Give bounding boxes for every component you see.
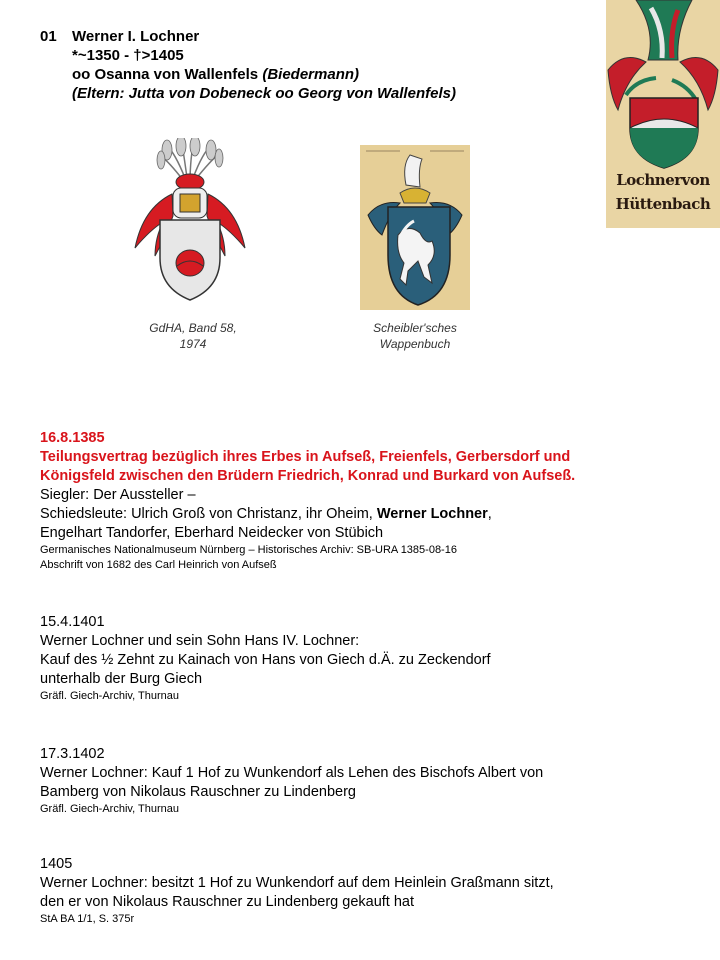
- spouse-line: [72, 65, 552, 84]
- inscription-line2: Hüttenbach: [615, 195, 711, 213]
- coat-of-arms-image-gdha: [125, 138, 255, 308]
- record-line: [40, 505, 700, 524]
- caption-gdha-line2: 1974: [179, 337, 207, 351]
- record-source: StA BA 1/1, S. 375r: [40, 913, 135, 925]
- record-title-line1: Teilungsvertrag bezüglich ihres Erbes in Aufseß, Freienfels, Gerbersdorf und: [40, 449, 571, 465]
- caption-gdha-line1: GdHA, Band 58,: [149, 321, 237, 335]
- record-line: Werner Lochner: Kauf 1 Hof zu Wunkendorf als Lehen des Bischofs Albert von: [40, 765, 544, 781]
- inscription-line1: Lochnervon: [616, 171, 710, 189]
- record-line: Werner Lochner: besitzt 1 Hof zu Wunkendorf auf dem Heinlein Graßmann sitzt,: [40, 875, 554, 891]
- record-source: Germanisches Nationalmuseum Nürnberg – Historisches Archiv: SB-URA 1385-08-16: [40, 544, 457, 556]
- person-dates: *~1350 - †>1405: [72, 47, 184, 64]
- entry-number: 01: [40, 28, 57, 45]
- record-entry: [40, 613, 700, 704]
- record-entry: [40, 745, 700, 817]
- record-line: Bamberg von Nikolaus Rauschner zu Lindenberg: [40, 784, 356, 800]
- coat-of-arms-image-lochner-huettenbach: [606, 0, 720, 228]
- record-line: Kauf des ½ Zehnt zu Kainach von Hans von Giech d.Ä. zu Zeckendorf: [40, 652, 491, 668]
- record-source: Abschrift von 1682 des Carl Heinrich von Aufseß: [40, 559, 277, 571]
- record-date: 15.4.1401: [40, 614, 105, 630]
- record-source: Gräfl. Giech-Archiv, Thurnau: [40, 803, 179, 815]
- record-entry: [40, 429, 700, 573]
- caption-scheibler-line2: Wappenbuch: [379, 337, 451, 351]
- record-line: den er von Nikolaus Rauschner zu Lindenberg gekauft hat: [40, 894, 415, 910]
- caption-scheibler-line1: Scheibler'sches: [373, 321, 457, 335]
- record-line: unterhalb der Burg Giech: [40, 671, 203, 687]
- record-text: Schiedsleute: Ulrich Groß von Christanz, ihr Oheim,: [40, 506, 377, 522]
- spouse-note: (Biedermann): [262, 66, 360, 83]
- record-date: 17.3.1402: [40, 746, 105, 762]
- spouse-name: oo Osanna von Wallenfels: [72, 66, 259, 83]
- header-block: [72, 27, 552, 103]
- caption-scheibler: [340, 320, 490, 352]
- caption-gdha: [118, 320, 268, 352]
- record-line: Werner Lochner und sein Sohn Hans IV. Lochner:: [40, 633, 360, 649]
- coat-of-arms-image-scheibler: [360, 145, 470, 310]
- record-date: 16.8.1385: [40, 430, 105, 446]
- record-entry: [40, 855, 700, 927]
- record-text: ,: [487, 506, 492, 522]
- parents-line: (Eltern: Jutta von Dobeneck oo Georg von Wallenfels): [72, 85, 456, 102]
- record-line: Engelhart Tandorfer, Eberhard Neidecker von Stübich: [40, 525, 384, 541]
- record-title-line2: Königsfeld zwischen den Brüdern Friedrich, Konrad und Burkard von Aufseß.: [40, 468, 576, 484]
- record-source: Gräfl. Giech-Archiv, Thurnau: [40, 690, 179, 702]
- record-date: 1405: [40, 856, 73, 872]
- person-name: Werner I. Lochner: [72, 28, 200, 45]
- coat-of-arms-inscription: [606, 168, 720, 216]
- record-line: Siegler: Der Aussteller –: [40, 487, 196, 503]
- record-highlight-name: Werner Lochner: [376, 506, 488, 522]
